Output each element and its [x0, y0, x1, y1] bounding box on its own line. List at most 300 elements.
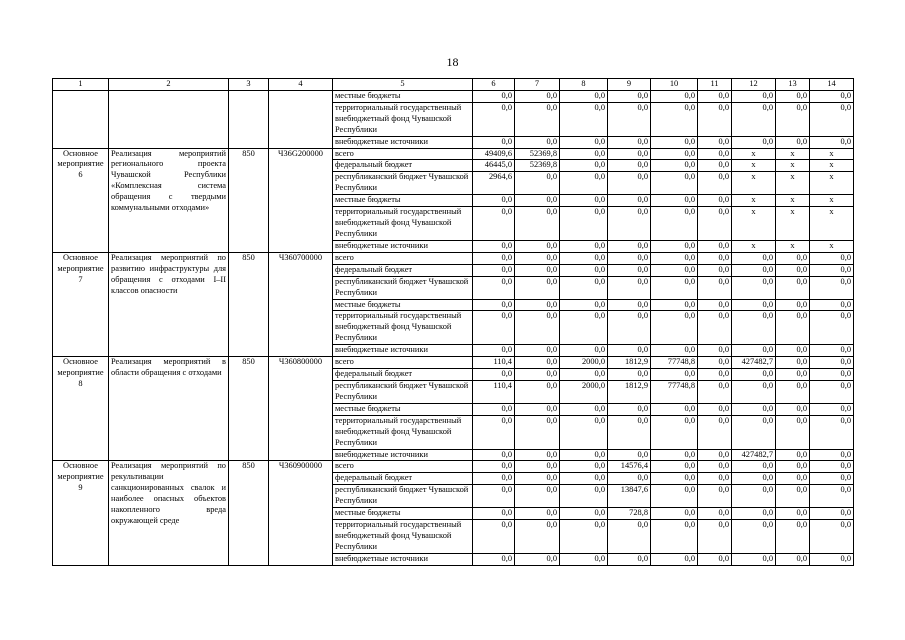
amount-cell: 0,0 [776, 461, 810, 473]
funding-source: территориальный государственный внебюджетный фонд Чувашской Республики [333, 311, 473, 345]
amount-cell: 0,0 [776, 415, 810, 449]
amount-cell: 0,0 [698, 369, 732, 381]
amount-cell: 0,0 [473, 461, 515, 473]
amount-cell: 0,0 [473, 136, 515, 148]
amount-cell: 728,8 [608, 508, 651, 520]
table-row [53, 90, 854, 102]
amount-cell: 0,0 [515, 415, 560, 449]
amount-cell: 0,0 [560, 148, 608, 160]
funding-source: внебюджетные источники [333, 553, 473, 565]
amount-cell: 0,0 [776, 136, 810, 148]
budget-table [52, 78, 854, 566]
column-number-6: 6 [473, 79, 515, 91]
amount-cell: 0,0 [810, 136, 854, 148]
amount-cell: 0,0 [515, 380, 560, 403]
amount-cell: 0,0 [698, 520, 732, 554]
grbs-code: 850 [229, 252, 269, 356]
amount-cell: x [810, 240, 854, 252]
event-name [109, 90, 229, 148]
amount-cell: 0,0 [560, 102, 608, 136]
amount-cell: 0,0 [515, 172, 560, 195]
amount-cell: 0,0 [698, 508, 732, 520]
amount-cell: 0,0 [776, 299, 810, 311]
amount-cell: x [810, 207, 854, 241]
amount-cell: 0,0 [473, 90, 515, 102]
event-title [53, 90, 109, 148]
amount-cell: 0,0 [651, 264, 698, 276]
amount-cell: 0,0 [515, 102, 560, 136]
amount-cell: x [732, 240, 776, 252]
column-number-8: 8 [560, 79, 608, 91]
funding-source: республиканский бюджет Чувашской Республики [333, 380, 473, 403]
amount-cell: 0,0 [698, 252, 732, 264]
amount-cell: 0,0 [810, 102, 854, 136]
amount-cell: 0,0 [560, 461, 608, 473]
amount-cell: 0,0 [608, 252, 651, 264]
amount-cell: 0,0 [608, 160, 651, 172]
amount-cell: 0,0 [810, 264, 854, 276]
amount-cell: 0,0 [608, 520, 651, 554]
amount-cell: 0,0 [560, 520, 608, 554]
column-number-2: 2 [109, 79, 229, 91]
amount-cell: 0,0 [473, 473, 515, 485]
amount-cell: 427482,7 [732, 449, 776, 461]
amount-cell: 0,0 [732, 403, 776, 415]
amount-cell: 0,0 [560, 240, 608, 252]
amount-cell: 110,4 [473, 357, 515, 369]
amount-cell: 0,0 [608, 311, 651, 345]
amount-cell: 0,0 [810, 357, 854, 369]
amount-cell: 0,0 [515, 553, 560, 565]
amount-cell: 0,0 [651, 473, 698, 485]
table-row [53, 252, 854, 264]
funding-source: территориальный государственный внебюджетный фонд Чувашской Республики [333, 520, 473, 554]
amount-cell: 0,0 [608, 264, 651, 276]
amount-cell: 52369,8 [515, 160, 560, 172]
amount-cell: 0,0 [776, 369, 810, 381]
grbs-code: 850 [229, 148, 269, 252]
amount-cell: x [732, 172, 776, 195]
amount-cell: x [810, 148, 854, 160]
amount-cell: 0,0 [608, 276, 651, 299]
amount-cell: 0,0 [651, 520, 698, 554]
amount-cell: 0,0 [473, 276, 515, 299]
amount-cell: 0,0 [515, 276, 560, 299]
amount-cell: 0,0 [515, 90, 560, 102]
amount-cell: x [776, 240, 810, 252]
amount-cell: 0,0 [560, 136, 608, 148]
amount-cell: 0,0 [732, 276, 776, 299]
amount-cell: 14576,4 [608, 461, 651, 473]
amount-cell: 0,0 [560, 276, 608, 299]
amount-cell: 0,0 [698, 172, 732, 195]
funding-source: республиканский бюджет Чувашской Республики [333, 276, 473, 299]
amount-cell: 0,0 [732, 461, 776, 473]
amount-cell: 0,0 [560, 473, 608, 485]
amount-cell: 0,0 [698, 380, 732, 403]
amount-cell: 46445,0 [473, 160, 515, 172]
event-title: Основное мероприятие 6 [53, 148, 109, 252]
amount-cell: 0,0 [608, 449, 651, 461]
funding-source: территориальный государственный внебюджетный фонд Чувашской Республики [333, 415, 473, 449]
column-number-5: 5 [333, 79, 473, 91]
amount-cell: 0,0 [732, 311, 776, 345]
amount-cell: 0,0 [515, 369, 560, 381]
amount-cell: 0,0 [515, 207, 560, 241]
amount-cell: 0,0 [698, 311, 732, 345]
amount-cell: 0,0 [515, 240, 560, 252]
column-number-14: 14 [810, 79, 854, 91]
amount-cell: 0,0 [698, 90, 732, 102]
amount-cell: 0,0 [732, 520, 776, 554]
amount-cell: 0,0 [810, 380, 854, 403]
amount-cell: 427482,7 [732, 357, 776, 369]
amount-cell: 0,0 [776, 90, 810, 102]
amount-cell: 0,0 [515, 461, 560, 473]
amount-cell: 0,0 [698, 553, 732, 565]
amount-cell: 0,0 [810, 369, 854, 381]
table-row [53, 461, 854, 473]
amount-cell: 0,0 [473, 369, 515, 381]
amount-cell: 0,0 [560, 172, 608, 195]
amount-cell: 0,0 [776, 252, 810, 264]
amount-cell: 0,0 [776, 403, 810, 415]
amount-cell: 0,0 [776, 553, 810, 565]
funding-source: федеральный бюджет [333, 369, 473, 381]
amount-cell: 0,0 [515, 449, 560, 461]
amount-cell: 52369,8 [515, 148, 560, 160]
amount-cell: 0,0 [776, 264, 810, 276]
amount-cell: 0,0 [698, 264, 732, 276]
funding-source: внебюджетные источники [333, 240, 473, 252]
amount-cell: 0,0 [515, 508, 560, 520]
amount-cell: 0,0 [776, 449, 810, 461]
amount-cell: x [776, 195, 810, 207]
amount-cell: 0,0 [776, 276, 810, 299]
amount-cell: 0,0 [698, 195, 732, 207]
funding-source: всего [333, 252, 473, 264]
amount-cell: 0,0 [651, 195, 698, 207]
amount-cell: 0,0 [698, 102, 732, 136]
column-number-12: 12 [732, 79, 776, 91]
amount-cell: 0,0 [651, 90, 698, 102]
amount-cell: 0,0 [651, 415, 698, 449]
funding-source: федеральный бюджет [333, 473, 473, 485]
amount-cell: 0,0 [515, 195, 560, 207]
table-row [53, 148, 854, 160]
amount-cell: 0,0 [651, 299, 698, 311]
amount-cell: 0,0 [608, 148, 651, 160]
amount-cell: x [776, 160, 810, 172]
amount-cell: x [776, 172, 810, 195]
amount-cell: 0,0 [515, 311, 560, 345]
amount-cell: 0,0 [698, 415, 732, 449]
amount-cell: 0,0 [776, 520, 810, 554]
funding-source: республиканский бюджет Чувашской Республики [333, 485, 473, 508]
amount-cell: 0,0 [810, 403, 854, 415]
amount-cell: 0,0 [732, 473, 776, 485]
amount-cell: 0,0 [515, 403, 560, 415]
amount-cell: 49409,6 [473, 148, 515, 160]
amount-cell: 0,0 [608, 136, 651, 148]
amount-cell: 2000,0 [560, 357, 608, 369]
amount-cell: 0,0 [515, 520, 560, 554]
budget-class-code: Ч360700000 [269, 252, 333, 356]
funding-source: местные бюджеты [333, 299, 473, 311]
amount-cell: 0,0 [732, 380, 776, 403]
amount-cell: x [732, 160, 776, 172]
amount-cell: 1812,9 [608, 357, 651, 369]
amount-cell: 0,0 [560, 403, 608, 415]
column-number-7: 7 [515, 79, 560, 91]
amount-cell: 0,0 [732, 345, 776, 357]
amount-cell: 2000,0 [560, 380, 608, 403]
amount-cell: 0,0 [560, 345, 608, 357]
amount-cell: 0,0 [651, 369, 698, 381]
amount-cell: 0,0 [560, 299, 608, 311]
amount-cell: 0,0 [810, 520, 854, 554]
amount-cell: 77748,8 [651, 357, 698, 369]
amount-cell: x [776, 148, 810, 160]
amount-cell: 0,0 [473, 449, 515, 461]
table-body [53, 90, 854, 565]
amount-cell: 0,0 [515, 485, 560, 508]
amount-cell: 77748,8 [651, 380, 698, 403]
amount-cell: 0,0 [732, 369, 776, 381]
amount-cell: 0,0 [698, 485, 732, 508]
amount-cell: 0,0 [698, 345, 732, 357]
amount-cell: 0,0 [698, 148, 732, 160]
amount-cell: 0,0 [473, 195, 515, 207]
amount-cell: 0,0 [776, 485, 810, 508]
amount-cell: 0,0 [651, 148, 698, 160]
table-header [53, 79, 854, 91]
amount-cell: 0,0 [651, 345, 698, 357]
amount-cell: 0,0 [473, 264, 515, 276]
event-name: Реализация мероприятий по развитию инфраструктуры для обращения с отходами I–II классов опасности [109, 252, 229, 356]
amount-cell: x [810, 195, 854, 207]
amount-cell: 0,0 [732, 136, 776, 148]
amount-cell: 0,0 [732, 264, 776, 276]
amount-cell: 0,0 [473, 311, 515, 345]
column-number-9: 9 [608, 79, 651, 91]
amount-cell: 0,0 [732, 299, 776, 311]
amount-cell: 0,0 [810, 299, 854, 311]
funding-source: всего [333, 357, 473, 369]
amount-cell: 0,0 [651, 102, 698, 136]
amount-cell: 0,0 [732, 415, 776, 449]
amount-cell: 0,0 [651, 207, 698, 241]
funding-source: местные бюджеты [333, 195, 473, 207]
amount-cell: 0,0 [776, 357, 810, 369]
amount-cell: 0,0 [515, 264, 560, 276]
amount-cell: 0,0 [473, 415, 515, 449]
amount-cell: 0,0 [608, 195, 651, 207]
column-number-13: 13 [776, 79, 810, 91]
amount-cell: 0,0 [608, 172, 651, 195]
amount-cell: 0,0 [515, 136, 560, 148]
amount-cell: x [810, 172, 854, 195]
amount-cell: 0,0 [810, 311, 854, 345]
amount-cell: 0,0 [698, 473, 732, 485]
amount-cell: 0,0 [698, 449, 732, 461]
budget-class-code: Ч36G200000 [269, 148, 333, 252]
amount-cell: 0,0 [473, 240, 515, 252]
amount-cell: 0,0 [698, 207, 732, 241]
amount-cell: 0,0 [651, 172, 698, 195]
amount-cell: 0,0 [698, 461, 732, 473]
grbs-code: 850 [229, 461, 269, 565]
event-title: Основное мероприятие 7 [53, 252, 109, 356]
amount-cell: 0,0 [651, 449, 698, 461]
amount-cell: 0,0 [810, 415, 854, 449]
amount-cell: 0,0 [651, 508, 698, 520]
amount-cell: 0,0 [776, 380, 810, 403]
amount-cell: x [732, 207, 776, 241]
amount-cell: 0,0 [698, 160, 732, 172]
amount-cell: 0,0 [473, 299, 515, 311]
amount-cell: 0,0 [810, 252, 854, 264]
column-number-1: 1 [53, 79, 109, 91]
event-title: Основное мероприятие 9 [53, 461, 109, 565]
amount-cell: 0,0 [698, 136, 732, 148]
amount-cell: x [732, 148, 776, 160]
amount-cell: 0,0 [776, 473, 810, 485]
column-number-3: 3 [229, 79, 269, 91]
amount-cell: 0,0 [698, 357, 732, 369]
amount-cell: 0,0 [560, 485, 608, 508]
amount-cell: 0,0 [560, 195, 608, 207]
column-number-11: 11 [698, 79, 732, 91]
amount-cell: 0,0 [515, 345, 560, 357]
amount-cell: 0,0 [560, 415, 608, 449]
budget-class-code: Ч360900000 [269, 461, 333, 565]
amount-cell: 0,0 [810, 553, 854, 565]
amount-cell: 0,0 [560, 160, 608, 172]
amount-cell: 0,0 [608, 415, 651, 449]
amount-cell: x [810, 160, 854, 172]
amount-cell: 0,0 [560, 264, 608, 276]
amount-cell: 0,0 [608, 553, 651, 565]
amount-cell: 0,0 [608, 90, 651, 102]
budget-class-code [269, 90, 333, 148]
amount-cell: 0,0 [776, 311, 810, 345]
amount-cell: 0,0 [776, 508, 810, 520]
amount-cell: 0,0 [810, 345, 854, 357]
amount-cell: 0,0 [732, 90, 776, 102]
amount-cell: x [732, 195, 776, 207]
funding-source: всего [333, 461, 473, 473]
amount-cell: 0,0 [608, 240, 651, 252]
amount-cell: x [776, 207, 810, 241]
funding-source: внебюджетные источники [333, 449, 473, 461]
amount-cell: 0,0 [560, 252, 608, 264]
amount-cell: 2964,6 [473, 172, 515, 195]
funding-source: местные бюджеты [333, 403, 473, 415]
funding-source: внебюджетные источники [333, 345, 473, 357]
amount-cell: 0,0 [810, 461, 854, 473]
amount-cell: 0,0 [473, 345, 515, 357]
amount-cell: 0,0 [651, 553, 698, 565]
amount-cell: 0,0 [810, 449, 854, 461]
funding-source: территориальный государственный внебюджетный фонд Чувашской Республики [333, 102, 473, 136]
amount-cell: 0,0 [776, 345, 810, 357]
amount-cell: 0,0 [560, 311, 608, 345]
table-row [53, 357, 854, 369]
funding-source: республиканский бюджет Чувашской Республики [333, 172, 473, 195]
amount-cell: 0,0 [651, 485, 698, 508]
amount-cell: 0,0 [473, 252, 515, 264]
amount-cell: 0,0 [560, 449, 608, 461]
amount-cell: 0,0 [560, 207, 608, 241]
column-number-10: 10 [651, 79, 698, 91]
amount-cell: 0,0 [473, 207, 515, 241]
funding-source: федеральный бюджет [333, 160, 473, 172]
amount-cell: 0,0 [560, 369, 608, 381]
funding-source: федеральный бюджет [333, 264, 473, 276]
amount-cell: 0,0 [698, 276, 732, 299]
amount-cell: 0,0 [810, 508, 854, 520]
funding-source: всего [333, 148, 473, 160]
page-number: 18 [446, 55, 459, 69]
amount-cell: 0,0 [732, 102, 776, 136]
amount-cell: 0,0 [473, 520, 515, 554]
event-name: Реализация мероприятий регионального проекта Чувашской Республики «Комплексная система обращения с твердыми коммунальными отходами» [109, 148, 229, 252]
amount-cell: 0,0 [732, 252, 776, 264]
amount-cell: 0,0 [698, 299, 732, 311]
amount-cell: 0,0 [732, 508, 776, 520]
amount-cell: 13847,6 [608, 485, 651, 508]
amount-cell: 0,0 [608, 207, 651, 241]
amount-cell: 0,0 [515, 357, 560, 369]
amount-cell: 0,0 [515, 252, 560, 264]
amount-cell: 0,0 [651, 311, 698, 345]
grbs-code [229, 90, 269, 148]
amount-cell: 0,0 [473, 553, 515, 565]
funding-source: внебюджетные источники [333, 136, 473, 148]
amount-cell: 0,0 [651, 240, 698, 252]
amount-cell: 0,0 [651, 461, 698, 473]
amount-cell: 0,0 [651, 403, 698, 415]
amount-cell: 0,0 [732, 553, 776, 565]
amount-cell: 0,0 [732, 485, 776, 508]
column-number-4: 4 [269, 79, 333, 91]
amount-cell: 1812,9 [608, 380, 651, 403]
funding-source: территориальный государственный внебюджетный фонд Чувашской Республики [333, 207, 473, 241]
amount-cell: 0,0 [608, 473, 651, 485]
amount-cell: 0,0 [560, 508, 608, 520]
event-name: Реализация мероприятий по рекультивации санкционированных свалок и наиболее опасных объектов накопленного вреда окружающей среде [109, 461, 229, 565]
amount-cell: 0,0 [608, 102, 651, 136]
budget-class-code: Ч360800000 [269, 357, 333, 461]
amount-cell: 0,0 [608, 403, 651, 415]
amount-cell: 0,0 [473, 485, 515, 508]
amount-cell: 0,0 [473, 403, 515, 415]
amount-cell: 0,0 [515, 299, 560, 311]
amount-cell: 0,0 [473, 508, 515, 520]
funding-source: местные бюджеты [333, 90, 473, 102]
amount-cell: 0,0 [810, 473, 854, 485]
amount-cell: 0,0 [651, 276, 698, 299]
amount-cell: 0,0 [651, 160, 698, 172]
amount-cell: 0,0 [651, 252, 698, 264]
amount-cell: 0,0 [560, 90, 608, 102]
amount-cell: 0,0 [560, 553, 608, 565]
amount-cell: 0,0 [810, 485, 854, 508]
event-name: Реализация мероприятий в области обращения с отходами [109, 357, 229, 461]
amount-cell: 110,4 [473, 380, 515, 403]
amount-cell: 0,0 [810, 276, 854, 299]
